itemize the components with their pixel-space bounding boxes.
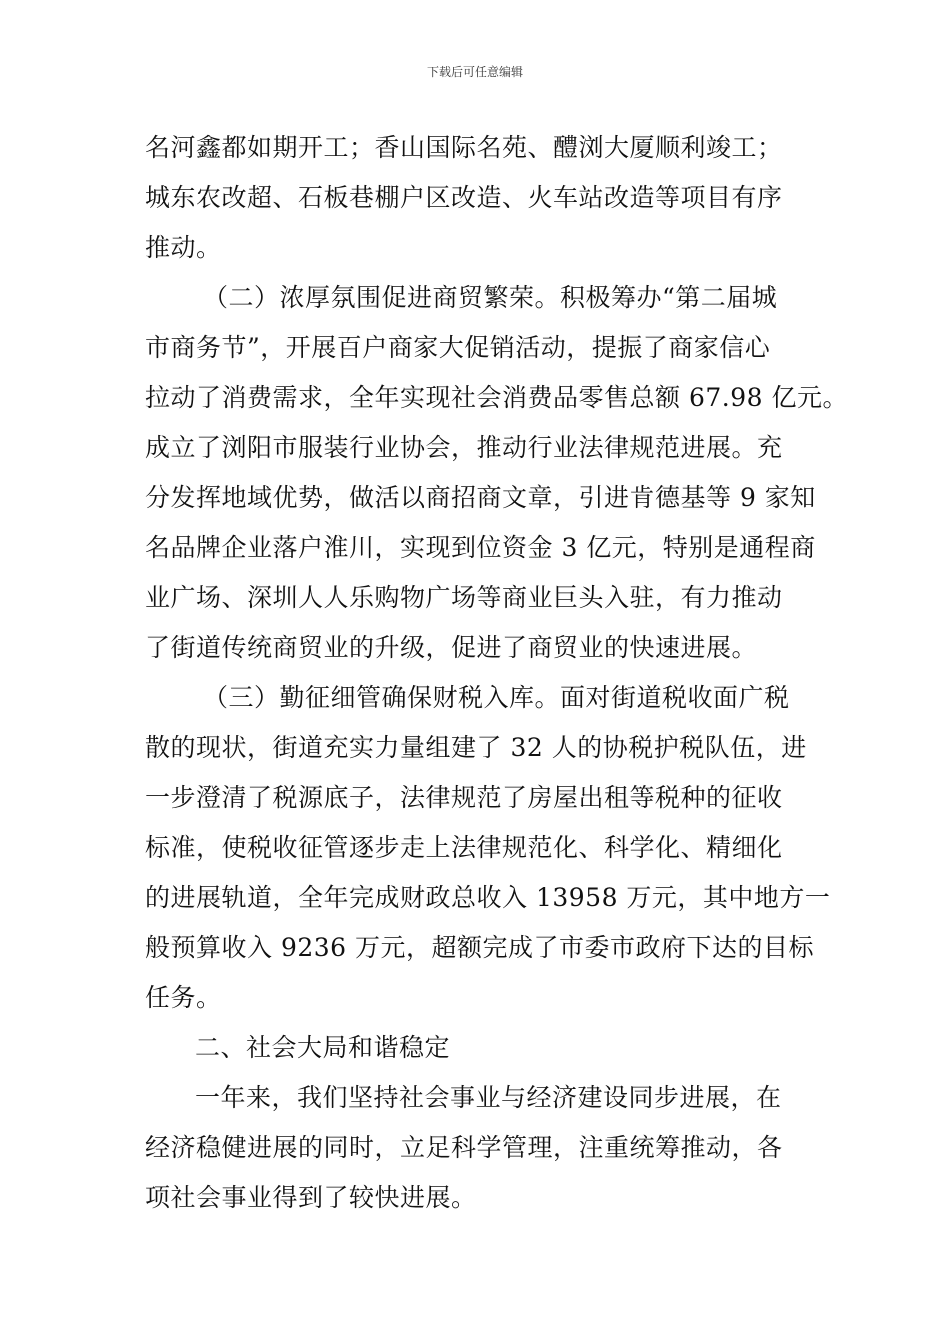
text-line: 一步澄清了税源底子，法律规范了房屋出租等税种的征收 <box>145 783 783 812</box>
text-line: 散的现状，街道充实力量组建了 32 人的协税护税队伍，进 <box>145 733 807 762</box>
section-heading: 二、社会大局和谐稳定 <box>195 1033 451 1062</box>
text-line: 经济稳健进展的同时，立足科学管理，注重统筹推动，各 <box>145 1133 783 1162</box>
text-line: 的进展轨道，全年完成财政总收入 13958 万元，其中地方一 <box>145 883 831 912</box>
paragraph-heading: （三）勤征细管确保财税入库。面对街道税收面广税 <box>203 683 790 712</box>
text-line: 般预算收入 9236 万元，超额完成了市委市政府下达的目标 <box>145 933 815 962</box>
text-line: 标准，使税收征管逐步走上法律规范化、科学化、精细化 <box>145 833 783 862</box>
text-line: 成立了浏阳市服装行业协会，推动行业法律规范进展。充 <box>145 433 783 462</box>
text-line: 分发挥地域优势，做活以商招商文章，引进肯德基等 9 家知 <box>145 483 816 512</box>
text-line: 任务。 <box>145 983 222 1012</box>
text-line: 城东农改超、石板巷棚户区改造、火车站改造等项目有序 <box>145 183 783 212</box>
text-line: 一年来，我们坚持社会事业与经济建设同步进展，在 <box>195 1083 782 1112</box>
text-line: 业广场、深圳人人乐购物广场等商业巨头入驻，有力推动 <box>145 583 783 612</box>
text-line: 名品牌企业落户淮川，实现到位资金 3 亿元，特别是通程商 <box>145 533 816 562</box>
text-line: 市商务节”，开展百户商家大促销活动，提振了商家信心 <box>145 333 771 362</box>
page-header: 下载后可任意编辑 <box>426 65 523 79</box>
text-line: 名河鑫都如期开工；香山国际名苑、醴浏大厦顺利竣工； <box>145 133 783 162</box>
text-line: 项社会事业得到了较快进展。 <box>145 1183 477 1212</box>
paragraph-heading: （二）浓厚氛围促进商贸繁荣。积极筹办“第二届城 <box>203 283 778 312</box>
text-line: 拉动了消费需求，全年实现社会消费品零售总额 67.98 亿元。 <box>145 383 848 412</box>
text-line: 推动。 <box>145 233 222 262</box>
text-line: 了街道传统商贸业的升级，促进了商贸业的快速进展。 <box>145 633 758 662</box>
